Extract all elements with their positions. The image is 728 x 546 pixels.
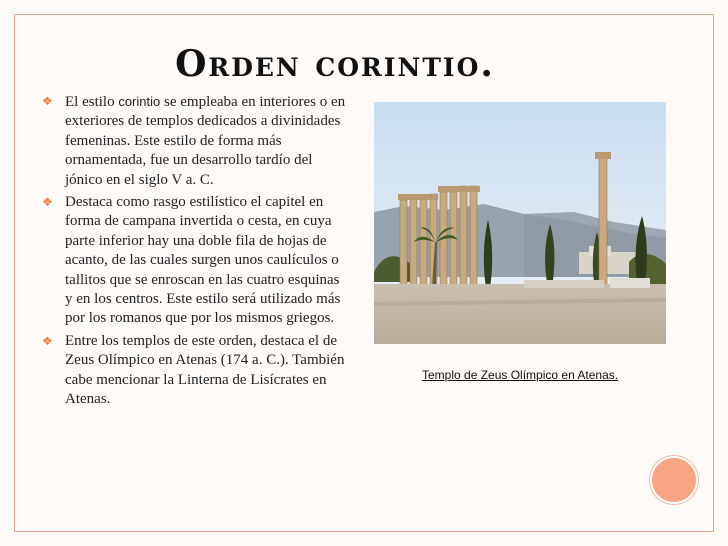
temple-photo-svg bbox=[374, 102, 666, 344]
bullet-list bbox=[42, 92, 348, 413]
diamond-bullet-icon: ❖ bbox=[42, 333, 53, 348]
corner-circle-decoration bbox=[650, 456, 698, 504]
diamond-bullet-icon: ❖ bbox=[42, 94, 53, 108]
temple-photo bbox=[374, 102, 666, 344]
diamond-bullet-icon: ❖ bbox=[42, 195, 53, 210]
bullet-item bbox=[42, 332, 348, 410]
bullet-text: Destaca como rasgo estilístico el capitel en forma de campana invertida o cesta, en cuya parte inferior hay una doble fila de hojas de acanto, de las cuales surgen unos caulículos o tallitos que se enroscan en las cuatro esquinas y en los centros. Este estilo será utilizado más por los romanos que por los mismos griegos. bbox=[65, 194, 341, 327]
slide-title: Orden corintio. bbox=[175, 43, 495, 85]
bullet-item bbox=[42, 92, 348, 190]
bullet-text-end: se empleaba en interiores o en exteriores de templos dedicados a divinidades femeninas. Este estilo de forma más ornamentada, fue un desarrollo tardío del jónico en el siglo V a. C. bbox=[65, 94, 346, 188]
bullet-text-start: El estilo bbox=[65, 94, 119, 110]
highlight-word: corintio bbox=[118, 94, 161, 109]
bullet-text: Entre los templos de este orden, destaca el de Zeus Olímpico en Atenas (174 a. C.). También cabe mencionar la Linterna de Lisícrates en Atenas. bbox=[65, 332, 345, 408]
bullet-item bbox=[42, 193, 348, 329]
photo-caption: Templo de Zeus Olímpico en Atenas. bbox=[422, 368, 619, 382]
